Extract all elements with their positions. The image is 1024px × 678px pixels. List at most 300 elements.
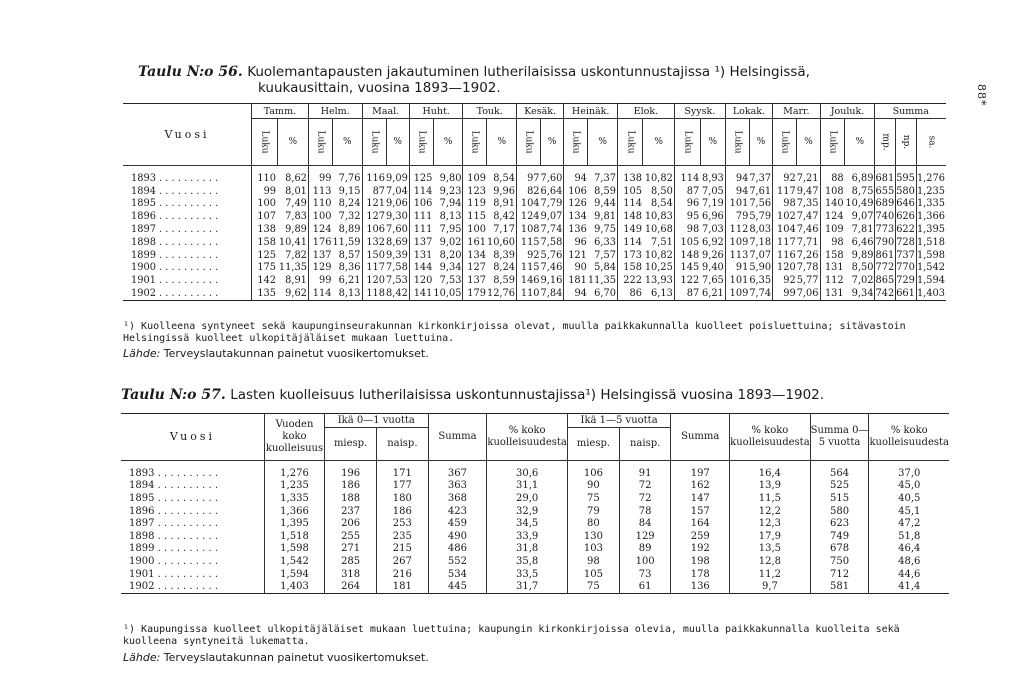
value-cell: 79: [725, 210, 749, 223]
table-row: [123, 223, 946, 236]
value-cell: 7,84: [540, 288, 563, 300]
value-cell: 92: [773, 274, 797, 287]
value-cell: 1,594: [916, 275, 945, 287]
value-cell: 363: [428, 480, 487, 493]
value-cell: 7,21: [796, 172, 819, 184]
table-57-title: [121, 387, 941, 403]
month-header-6: Kesäk.: [517, 104, 564, 119]
value-cell: 749: [810, 530, 869, 543]
table-57: [121, 413, 949, 594]
value-cell: 149: [617, 223, 643, 236]
value-cell: 7,26: [796, 249, 819, 261]
percent-subheader: %: [487, 119, 517, 166]
value-cell: 138: [617, 166, 643, 185]
value-cell: 10,68: [644, 224, 673, 236]
value-cell: 9,16: [540, 275, 563, 287]
value-cell: 7,35: [796, 198, 819, 210]
count-subheader: Luku: [362, 119, 386, 166]
value-cell: 259: [671, 530, 730, 543]
table-row: [121, 568, 949, 581]
value-cell: 134: [564, 210, 588, 223]
value-cell: 150: [362, 249, 386, 262]
value-cell: 114: [617, 236, 643, 249]
year-cell: 1894 . . . . . . . . . .: [123, 185, 252, 198]
value-cell: 45,1: [869, 505, 949, 518]
summa-1-5-header: Summa: [671, 414, 730, 461]
value-cell: 6,35: [749, 275, 772, 287]
year-cell: 1902 . . . . . . . . . .: [123, 287, 252, 300]
value-cell: 6,13: [651, 288, 673, 300]
value-cell: 8,89: [338, 224, 361, 236]
value-cell: 140: [820, 198, 845, 211]
value-cell: 9,89: [851, 249, 874, 261]
year-cell: 1897 . . . . . . . . . .: [123, 223, 252, 236]
count-subheader: Luku: [517, 119, 541, 166]
value-cell: 30,6: [487, 461, 567, 480]
value-cell: 127: [463, 262, 487, 275]
summa-0-5-header: Summa 0—5 vuotta: [810, 414, 869, 461]
value-cell: 131: [409, 249, 433, 262]
year-cell: 1901 . . . . . . . . . .: [129, 568, 219, 580]
table-56-source: [123, 347, 429, 360]
value-cell: 7,03: [701, 224, 724, 236]
value-cell: 131: [820, 287, 845, 300]
percent-subheader: %: [845, 119, 875, 166]
year-cell: 1898 . . . . . . . . . .: [123, 236, 252, 249]
value-cell: 116: [362, 166, 386, 185]
value-cell: 161: [463, 236, 487, 249]
year-cell: 1901 . . . . . . . . . .: [123, 274, 252, 287]
value-cell: 103: [567, 543, 619, 556]
count-subheader: Luku: [820, 119, 845, 166]
value-cell: 105: [567, 568, 619, 581]
value-cell: 17,9: [730, 530, 810, 543]
value-cell: 141: [409, 287, 433, 300]
value-cell: 31,8: [487, 543, 567, 556]
percent-subheader: %: [386, 119, 409, 166]
value-cell: 661: [896, 288, 915, 300]
value-cell: 115: [517, 236, 541, 249]
value-cell: 7,82: [285, 249, 307, 261]
value-cell: 8,39: [493, 249, 516, 261]
value-cell: 181: [377, 580, 428, 593]
value-cell: 7,76: [338, 172, 361, 184]
value-cell: 689: [875, 198, 895, 210]
value-cell: 131: [820, 262, 845, 275]
value-cell: 1,594: [264, 568, 324, 581]
table-56-footnote: ¹) Kuolleena syntyneet sekä kaupunginseurakunnan kirkonkirjoissa olevat, muulla paikkakunnalla kuolleet poisluettuina; sitävastoin Helsingissä kuolleet ulkopitäjäläiset mukaan luettuina.: [123, 321, 906, 344]
value-cell: 114: [617, 198, 643, 211]
value-cell: 10,25: [644, 262, 673, 274]
value-cell: 1,542: [916, 262, 945, 274]
value-cell: 10,60: [486, 236, 516, 248]
table-row: [121, 543, 949, 556]
value-cell: 157: [671, 505, 730, 518]
table-row: [121, 555, 949, 568]
table-row: [123, 249, 946, 262]
value-cell: 109: [725, 287, 749, 300]
value-cell: 1,598: [264, 543, 324, 556]
value-cell: 423: [428, 505, 487, 518]
value-cell: 148: [674, 249, 700, 262]
value-cell: 138: [252, 223, 278, 236]
value-cell: 7,51: [651, 236, 673, 248]
value-cell: 158: [252, 236, 278, 249]
value-cell: 125: [409, 166, 433, 185]
value-cell: 7,37: [594, 172, 616, 184]
value-cell: 106: [564, 185, 588, 198]
value-cell: 46,4: [869, 543, 949, 556]
value-cell: 7,81: [851, 224, 874, 236]
value-cell: 111: [409, 210, 433, 223]
value-cell: 176: [308, 236, 332, 249]
value-cell: 137: [463, 274, 487, 287]
value-cell: 148: [617, 210, 643, 223]
value-cell: 123: [463, 185, 487, 198]
value-cell: 122: [674, 274, 700, 287]
value-cell: 78: [619, 505, 670, 518]
value-cell: 177: [377, 480, 428, 493]
table-56-subheading: kuukausittain, vuosina 1893—1902.: [258, 80, 501, 96]
table-57-footnote: ¹) Kaupungissa kuolleet ulkopitäjäläiset mukaan luettuina; kaupungin kirkonkirjoissa olevia, muulla paikkakunnalla kuolleita sekä kuolleena syntyneitä lukematta.: [123, 624, 900, 647]
value-cell: 124: [308, 223, 332, 236]
value-cell: 10,49: [845, 198, 874, 210]
value-cell: 181: [564, 274, 588, 287]
table-row: [123, 236, 946, 249]
value-cell: 90: [567, 480, 619, 493]
value-cell: 8,59: [493, 275, 516, 287]
month-header-4: Huht.: [409, 104, 463, 119]
table-row: [121, 580, 949, 593]
value-cell: 164: [671, 517, 730, 530]
value-cell: 31,1: [487, 480, 567, 493]
value-cell: 8,01: [285, 185, 307, 197]
value-cell: 9,06: [386, 198, 408, 210]
value-cell: 41,4: [869, 580, 949, 593]
value-cell: 7,95: [439, 224, 462, 236]
value-cell: 6,33: [594, 236, 616, 248]
value-cell: 171: [377, 461, 428, 480]
value-cell: 9,89: [285, 224, 307, 236]
value-cell: 88: [820, 166, 845, 185]
value-cell: 100: [308, 210, 332, 223]
value-cell: 158: [820, 249, 845, 262]
value-cell: 104: [773, 223, 797, 236]
table-row: [123, 185, 946, 198]
year-cell: 1900 . . . . . . . . . .: [123, 262, 252, 275]
value-cell: 125: [252, 249, 278, 262]
value-cell: 9,15: [338, 185, 361, 197]
value-cell: 8,50: [651, 185, 673, 197]
month-header-10: Lokak.: [725, 104, 772, 119]
value-cell: 98: [674, 223, 700, 236]
value-cell: 142: [252, 274, 278, 287]
value-cell: 9,07: [851, 211, 874, 223]
value-cell: 102: [773, 210, 797, 223]
value-cell: 678: [810, 543, 869, 556]
value-cell: 111: [409, 223, 433, 236]
source-text: Terveyslautakunnan painetut vuosikertomukset.: [163, 347, 429, 360]
naisp-1-5-header: naisp.: [619, 428, 670, 461]
source-text: Terveyslautakunnan painetut vuosikertomukset.: [163, 651, 429, 664]
summa-header: Summa: [875, 104, 946, 119]
naisp-0-1-header: naisp.: [377, 428, 428, 461]
value-cell: 8,57: [338, 249, 361, 261]
value-cell: 179: [463, 287, 487, 300]
value-cell: 105: [674, 236, 700, 249]
value-cell: 12,3: [730, 517, 810, 530]
value-cell: 132: [362, 236, 386, 249]
value-cell: 7,79: [540, 198, 563, 210]
value-cell: 10,41: [278, 236, 307, 248]
value-cell: 861: [875, 249, 895, 261]
value-cell: 318: [325, 568, 377, 581]
value-cell: 9,40: [701, 262, 724, 274]
table-row: [121, 461, 949, 480]
value-cell: 459: [428, 517, 487, 530]
value-cell: 113: [725, 249, 749, 262]
value-cell: 12,8: [730, 555, 810, 568]
value-cell: 8,59: [594, 185, 616, 197]
table-56-body: [123, 166, 946, 301]
value-cell: 750: [810, 555, 869, 568]
value-cell: 237: [325, 505, 377, 518]
value-cell: 1,366: [916, 211, 945, 223]
month-header-3: Maal.: [362, 104, 409, 119]
value-cell: 285: [325, 555, 377, 568]
value-cell: 94: [564, 166, 588, 185]
value-cell: 137: [308, 249, 332, 262]
value-cell: 367: [428, 461, 487, 480]
value-cell: 9,47: [796, 185, 819, 197]
value-cell: 29,0: [487, 492, 567, 505]
year-cell: 1896 . . . . . . . . . .: [123, 210, 252, 223]
value-cell: 136: [564, 223, 588, 236]
value-cell: 8,42: [493, 211, 516, 223]
month-header-1: Tamm.: [252, 104, 309, 119]
value-cell: 134: [463, 249, 487, 262]
value-cell: 8,24: [338, 198, 361, 210]
value-cell: 490: [428, 530, 487, 543]
value-cell: 158: [617, 262, 643, 275]
value-cell: 595: [896, 166, 917, 185]
value-cell: 114: [308, 287, 332, 300]
value-cell: 197: [671, 461, 730, 480]
value-cell: 6,21: [338, 275, 361, 287]
value-cell: 7,05: [701, 185, 724, 197]
value-cell: 100: [619, 555, 670, 568]
value-cell: 534: [428, 568, 487, 581]
value-cell: 10,05: [433, 288, 462, 300]
value-cell: 7,46: [540, 262, 563, 274]
value-cell: 1,335: [916, 198, 945, 210]
value-cell: 215: [377, 543, 428, 556]
year-cell: 1899 . . . . . . . . . .: [129, 543, 219, 555]
value-cell: 16,4: [730, 461, 810, 480]
value-cell: 7,58: [386, 262, 408, 274]
value-cell: 7,47: [796, 211, 819, 223]
table-57-source: [123, 651, 429, 664]
month-header-9: Syysk.: [674, 104, 725, 119]
value-cell: 13,93: [644, 275, 673, 287]
value-cell: 101: [725, 198, 749, 211]
table-row: [121, 492, 949, 505]
table-row: [123, 198, 946, 211]
value-cell: 130: [567, 530, 619, 543]
value-cell: 253: [377, 517, 428, 530]
value-cell: 773: [875, 224, 895, 236]
count-subheader: Luku: [674, 119, 700, 166]
year-cell: 1900 . . . . . . . . . .: [129, 555, 219, 567]
value-cell: 51,8: [869, 530, 949, 543]
value-cell: 206: [325, 517, 377, 530]
value-cell: 186: [325, 480, 377, 493]
value-cell: 126: [564, 198, 588, 211]
percent-subheader: %: [332, 119, 362, 166]
summa-subheader-1: mp.: [875, 119, 896, 166]
table-row: [123, 287, 946, 300]
table-57-header-row-1: [121, 414, 949, 428]
value-cell: 33,5: [487, 568, 567, 581]
value-cell: 10,82: [644, 249, 673, 261]
value-cell: 105: [617, 185, 643, 198]
value-cell: 8,13: [338, 288, 361, 300]
value-cell: 7,53: [386, 275, 408, 287]
value-cell: 646: [896, 198, 915, 210]
value-cell: 87: [674, 185, 700, 198]
value-cell: 98: [820, 236, 845, 249]
month-header-8: Elok.: [617, 104, 674, 119]
table-row: [123, 166, 946, 185]
count-subheader: Luku: [252, 119, 278, 166]
value-cell: 1,395: [264, 517, 324, 530]
value-cell: 75: [567, 492, 619, 505]
value-cell: 8,20: [439, 249, 462, 261]
value-cell: 7,65: [701, 275, 724, 287]
value-cell: 1,403: [264, 580, 324, 593]
total-mortality-header: Vuoden koko kuolleisuus: [264, 414, 324, 461]
value-cell: 7,60: [540, 172, 563, 184]
value-cell: 7,71: [796, 236, 819, 248]
month-header-5: Touk.: [463, 104, 517, 119]
count-subheader: Luku: [725, 119, 749, 166]
table-56: [123, 103, 946, 301]
value-cell: 740: [875, 211, 895, 223]
value-cell: 368: [428, 492, 487, 505]
value-cell: 92: [773, 166, 797, 185]
value-cell: 9,34: [851, 288, 874, 300]
value-cell: 9,30: [386, 211, 408, 223]
value-cell: 109: [725, 236, 749, 249]
value-cell: 742: [875, 288, 895, 300]
year-column-header: Vuosi: [121, 414, 264, 461]
value-cell: 9,26: [701, 249, 724, 261]
value-cell: 119: [463, 198, 487, 211]
value-cell: 623: [810, 517, 869, 530]
value-cell: 40,5: [869, 492, 949, 505]
year-cell: 1893 . . . . . . . . . .: [129, 467, 219, 479]
value-cell: 86: [617, 287, 643, 300]
value-cell: 552: [428, 555, 487, 568]
percent-subheader: %: [797, 119, 820, 166]
value-cell: 96: [564, 236, 588, 249]
value-cell: 580: [896, 185, 915, 197]
value-cell: 144: [409, 262, 433, 275]
value-cell: 1,518: [264, 530, 324, 543]
value-cell: 9,96: [493, 185, 516, 197]
value-cell: 222: [617, 274, 643, 287]
table-row: [121, 517, 949, 530]
value-cell: 580: [810, 505, 869, 518]
count-subheader: Luku: [617, 119, 643, 166]
value-cell: 180: [377, 492, 428, 505]
value-cell: 7,53: [439, 275, 462, 287]
value-cell: 11,5: [730, 492, 810, 505]
value-cell: 7,37: [749, 172, 772, 184]
value-cell: 120: [773, 262, 797, 275]
year-cell: 1898 . . . . . . . . . .: [129, 530, 219, 542]
value-cell: 9,07: [540, 211, 563, 223]
value-cell: 106: [409, 198, 433, 211]
value-cell: 45,0: [869, 480, 949, 493]
value-cell: 8,03: [749, 224, 772, 236]
value-cell: 99: [252, 185, 278, 198]
value-cell: 7,78: [796, 262, 819, 274]
value-cell: 7,07: [749, 249, 772, 261]
value-cell: 9,09: [386, 172, 408, 184]
value-cell: 115: [463, 210, 487, 223]
value-cell: 7,56: [749, 198, 772, 210]
count-subheader: Luku: [308, 119, 332, 166]
value-cell: 486: [428, 543, 487, 556]
value-cell: 84: [619, 517, 670, 530]
value-cell: 96: [674, 198, 700, 211]
value-cell: 9,44: [594, 198, 616, 210]
value-cell: 9,62: [285, 288, 307, 300]
value-cell: 6,92: [701, 236, 724, 248]
value-cell: 7,17: [493, 224, 516, 236]
value-cell: 91: [619, 461, 670, 480]
value-cell: 7,06: [796, 288, 819, 300]
value-cell: 216: [377, 568, 428, 581]
value-cell: 255: [325, 530, 377, 543]
value-cell: 146: [517, 274, 541, 287]
year-cell: 1902 . . . . . . . . . .: [129, 581, 219, 593]
value-cell: 117: [773, 236, 797, 249]
value-cell: 97: [517, 166, 541, 185]
value-cell: 117: [773, 185, 797, 198]
year-cell: 1894 . . . . . . . . . .: [129, 480, 219, 492]
value-cell: 37,0: [869, 461, 949, 480]
page-number: 88*: [975, 84, 988, 107]
summa-subheader-2: np.: [896, 119, 917, 166]
value-cell: 107: [252, 210, 278, 223]
value-cell: 186: [377, 505, 428, 518]
value-cell: 1,395: [916, 224, 945, 236]
value-cell: 110: [308, 198, 332, 211]
value-cell: 10,83: [644, 211, 673, 223]
value-cell: 7,83: [285, 211, 307, 223]
value-cell: 6,96: [701, 211, 724, 223]
value-cell: 94: [725, 185, 749, 198]
count-subheader: Luku: [773, 119, 797, 166]
value-cell: 9,80: [439, 172, 462, 184]
value-cell: 136: [671, 580, 730, 593]
value-cell: 108: [517, 223, 541, 236]
table-56-label: Taulu N:o 56.: [138, 64, 243, 80]
table-row: [121, 480, 949, 493]
value-cell: 89: [619, 543, 670, 556]
